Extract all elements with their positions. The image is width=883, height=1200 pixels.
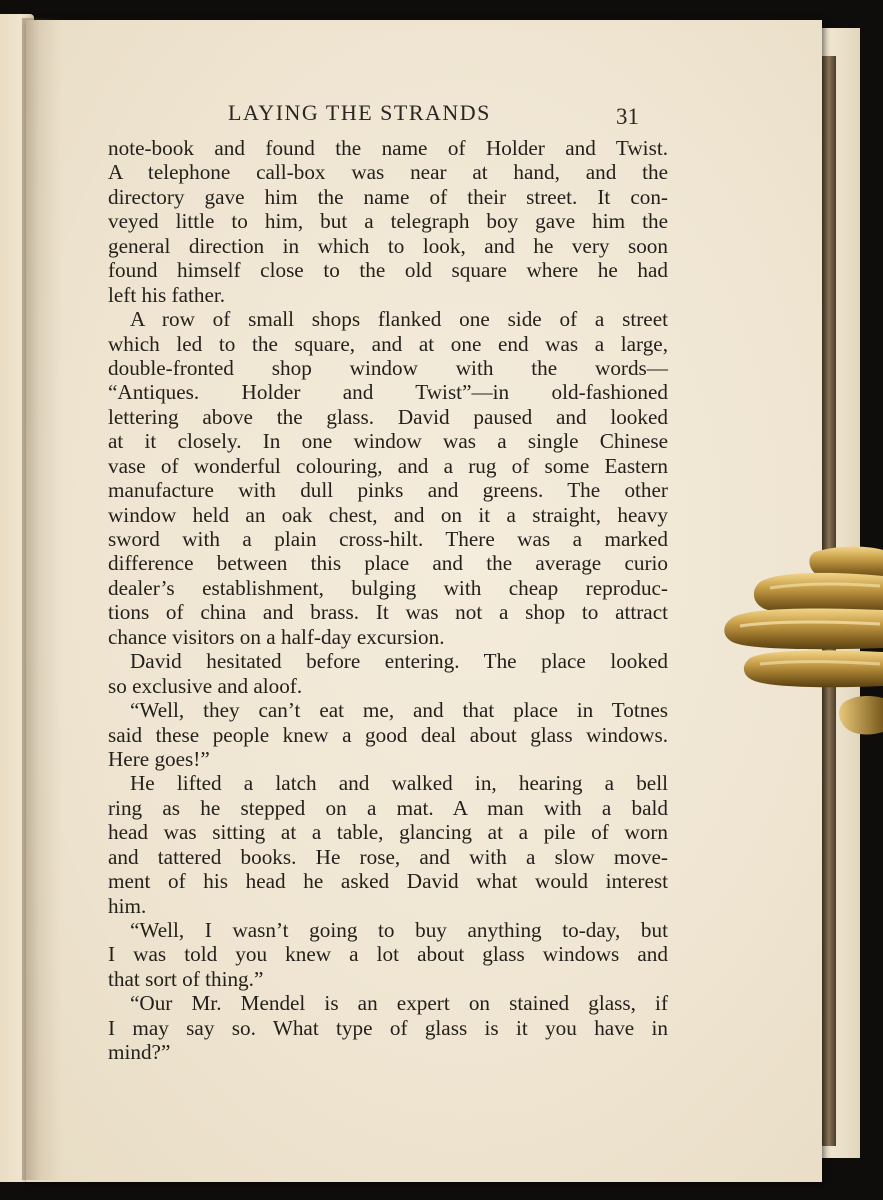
text-line: I was told you knew a lot about glass windows and bbox=[108, 942, 668, 967]
text-line: manufacture with dull pinks and greens. The other bbox=[108, 478, 668, 503]
text-line: him. bbox=[108, 893, 147, 918]
text-line: dealer’s establishment, bulging with cheap reproduc- bbox=[108, 575, 668, 600]
text-line: ment of his head he asked David what would interest bbox=[108, 869, 668, 894]
text-line: “Well, they can’t eat me, and that place in Totnes bbox=[130, 698, 668, 723]
text-line: double-fronted shop window with the words— bbox=[108, 355, 668, 380]
body-text bbox=[108, 136, 668, 1065]
text-line: and tattered books. He rose, and with a slow move- bbox=[108, 844, 668, 869]
text-line: “Well, I wasn’t going to buy anything to-day, but bbox=[130, 918, 668, 942]
text-line: veyed little to him, but a telegraph boy gave him the bbox=[108, 209, 668, 234]
text-line: at it closely. In one window was a single Chinese bbox=[108, 429, 668, 454]
text-line: window held an oak chest, and on it a straight, heavy bbox=[108, 502, 668, 527]
brass-hand-icon bbox=[720, 540, 883, 740]
text-line: A telephone call-box was near at hand, and the bbox=[108, 160, 668, 185]
running-head: LAYING THE STRANDS bbox=[228, 100, 491, 125]
text-line: that sort of thing.” bbox=[108, 966, 264, 991]
text-line: found himself close to the old square where he had bbox=[108, 258, 668, 283]
text-line: “Antiques. Holder and Twist”—in old-fashioned bbox=[108, 380, 668, 405]
text-line: mind?” bbox=[108, 1040, 171, 1065]
text-line: A row of small shops flanked one side of a street bbox=[130, 307, 668, 332]
text-line: difference between this place and the average curio bbox=[108, 551, 668, 576]
text-line: “Our Mr. Mendel is an expert on stained glass, if bbox=[130, 991, 668, 1016]
text-line: general direction in which to look, and he very soon bbox=[108, 233, 668, 258]
text-line: chance visitors on a half-day excursion. bbox=[108, 624, 445, 649]
text-line: He lifted a latch and walked in, hearing a bell bbox=[130, 771, 668, 796]
text-line: note-book and found the name of Holder and Twist. bbox=[108, 136, 668, 160]
text-line: head was sitting at a table, glancing at a pile of worn bbox=[108, 820, 668, 845]
text-line: said these people knew a good deal about glass windows. bbox=[108, 722, 668, 747]
text-line: Here goes!” bbox=[108, 746, 210, 771]
text-line: tions of china and brass. It was not a shop to attract bbox=[108, 600, 668, 625]
text-line: David hesitated before entering. The place looked bbox=[130, 649, 668, 674]
text-line: lettering above the glass. David paused and looked bbox=[108, 404, 668, 429]
text-line: sword with a plain cross-hilt. There was a marked bbox=[108, 527, 668, 551]
text-line: I may say so. What type of glass is it you have in bbox=[108, 1015, 668, 1040]
text-line: so exclusive and aloof. bbox=[108, 673, 303, 698]
text-line: vase of wonderful colouring, and a rug of some Eastern bbox=[108, 453, 668, 478]
text-line: directory gave him the name of their street. It con- bbox=[108, 184, 668, 209]
text-line: which led to the square, and at one end was a large, bbox=[108, 331, 668, 356]
text-line: ring as he stepped on a mat. A man with a bald bbox=[108, 795, 668, 820]
page-number: 31 bbox=[616, 104, 639, 129]
text-line: left his father. bbox=[108, 282, 226, 307]
